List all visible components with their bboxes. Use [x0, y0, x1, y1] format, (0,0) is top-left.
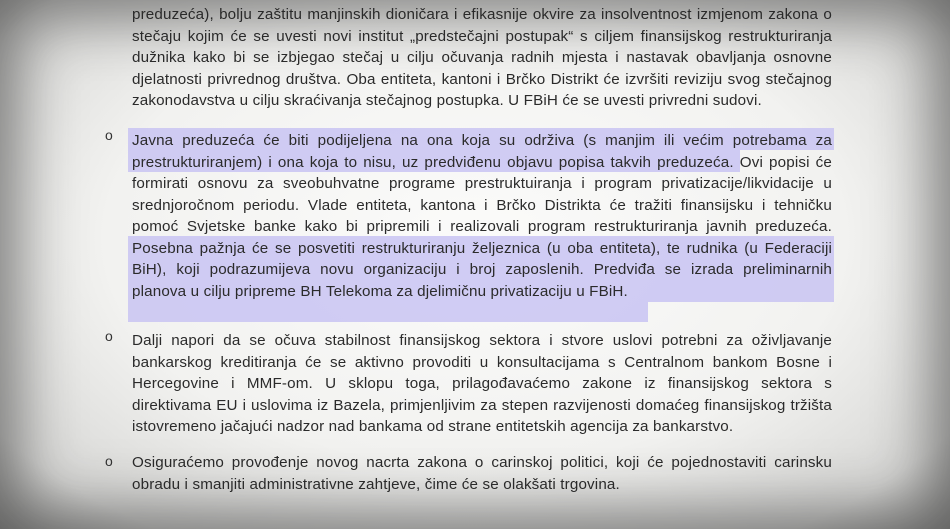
paragraph-insolvency: [132, 4, 832, 112]
text-line-highlighted: Posebna pažnja će se posvetiti restrukturiranju željeznica (u oba entiteta), te rudnika (u Federaciji: [132, 239, 832, 257]
bullet-marker: o: [105, 328, 113, 344]
text-line: obradu i smanjiti administrativne zahtjeve, čime će se olakšati trgovina.: [132, 475, 620, 493]
text-line: stečaju kojim će se uvesti novi institut „predstečajni postupak“ s ciljem finansijskog restrukturiranja: [132, 27, 832, 45]
text-line: [132, 152, 832, 174]
text-line: dužnika kako bi se izbjegao stečaj u cilju očuvanja radnih mjesta i nastavak obavljanja osnovne: [132, 49, 832, 66]
text-line: Hercegovine i MMF-om. U sklopu toga, prilagođavaćemo zakone iz finansijskog sektora s: [132, 375, 832, 392]
bullet-marker: o: [105, 127, 113, 143]
text-span: Ovi popisi će: [733, 153, 833, 171]
text-line: zakonodavstva u cilju skraćivanja stečajnog postupka. U FBiH će se uvesti privredni sudovi.: [132, 92, 762, 109]
highlight-region: [128, 302, 648, 322]
highlighted-text: prestrukturiranjem) i ona koja to nisu, uz predviđenu objavu popisa takvih preduzeća.: [132, 153, 734, 171]
bullet-marker: o: [105, 453, 113, 469]
text-line-highlighted: BiH), koji podrazumijeva novu organizaciju i broj zaposlenih. Predviđa se izrada preliminarnih: [132, 261, 832, 278]
text-line: Osiguraćemo provođenje novog nacrta zakona o carinskoj politici, koji će pojednostaviti carinsku: [132, 454, 832, 471]
text-line: djelatnosti privrednog društva. Oba entiteta, kantoni i Brčko Distrikt će izvršiti reviziju svog stečajnog: [132, 70, 832, 88]
text-line-highlighted: Javna preduzeća će biti podijeljena na ona koja su održiva (s manjim ili većim potrebama za: [132, 132, 832, 149]
text-line: Dalji napori da se očuva stabilnost finansijskog sektora i stvore uslovi potrebni za oživljavanje: [132, 332, 832, 349]
paragraph-customs: [132, 452, 832, 495]
paragraph-public-enterprises: [132, 130, 832, 302]
text-line-highlighted: planova u cilju pripreme BH Telekoma za djelimičnu privatizaciju u FBiH.: [132, 282, 628, 300]
paragraph-financial-sector: [132, 330, 832, 438]
text-line: preduzeća), bolju zaštitu manjinskih dioničara i efikasnije okvire za insolventnost izmjenom zakona o: [132, 6, 832, 23]
text-line: istovremeno jačajući nadzor nad bankama od strane entitetskih agencija za bankarstvo.: [132, 418, 734, 435]
text-line: srednjoročnom periodu. Vlade entiteta, kantona i Brčko Distrikta će tražiti finansijsku i tehničku: [132, 196, 832, 214]
text-line: pomoć Svjetske banke kako bi pripremili i realizovali program restrukturiranja javnih preduzeća.: [132, 218, 832, 235]
text-line: direktivama EU i uslovima iz Bazela, primjenljivim za stepen razvijenosti domaćeg finansijskog tržišta: [132, 396, 832, 414]
text-line: bankarskog kreditiranja će se aktivno provoditi u konsultacijama s Centralnom bankom Bosne i: [132, 353, 832, 371]
text-line: formirati osnovu za sveobuhvatne programe prestruktuiranja i program privatizacije/likvidacije u: [132, 175, 832, 192]
